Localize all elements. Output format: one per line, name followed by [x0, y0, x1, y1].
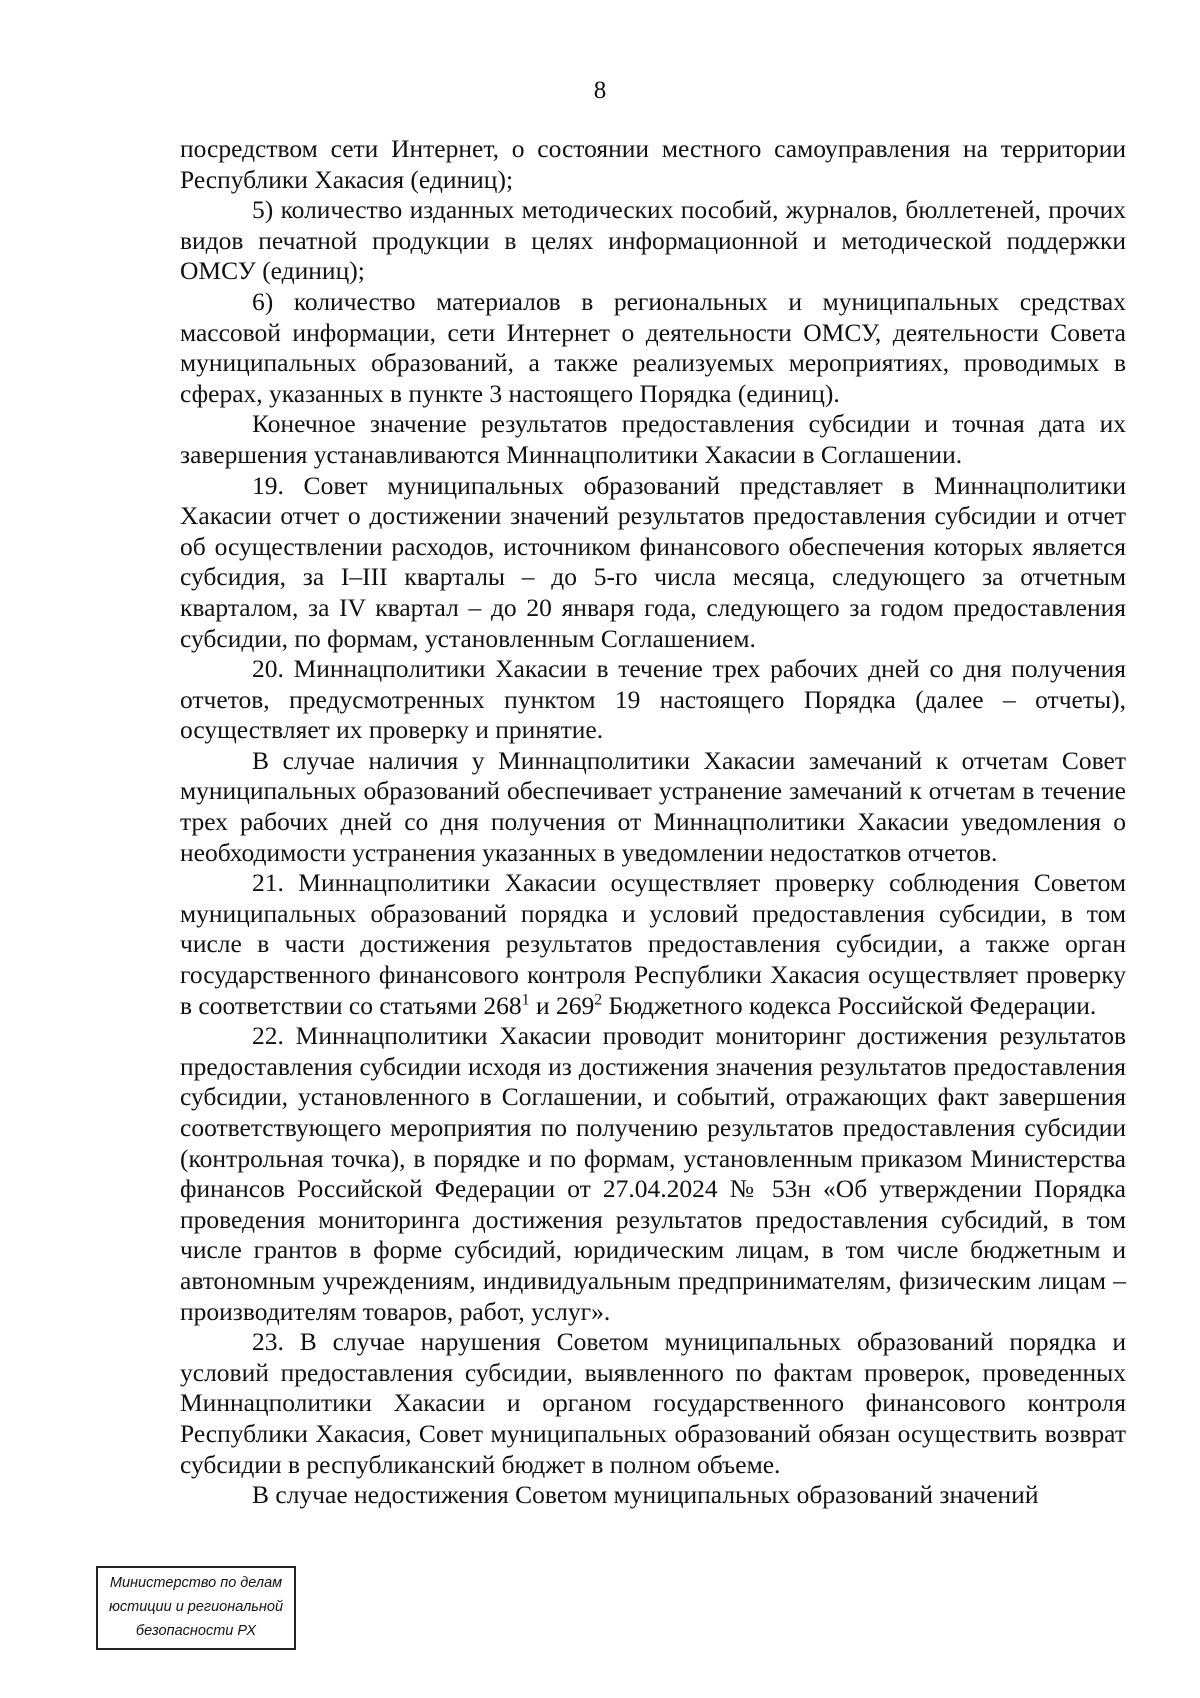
- paragraph: [180, 868, 1126, 1021]
- paragraph: 5) количество изданных методических пособий, журналов, бюллетеней, прочих видов печатной продукции в целях информационной и методической поддержки ОМСУ (единиц);: [180, 195, 1126, 286]
- text-run: Бюджетного кодекса Российской Федерации.: [602, 990, 1097, 1020]
- stamp-line: безопасности РХ: [135, 1623, 257, 1639]
- stamp-line: Министерство по делам: [109, 1575, 283, 1591]
- paragraph: 19. Совет муниципальных образований представляет в Миннацполитики Хакасии отчет о достижении значений результатов предоставления субсидии и отчет об осуществлении расходов, источником финансового обеспечения которых является субсидия, за I–III кварталы – до 5-го числа месяца, следующего за отчетным кварталом, за IV квартал – до 20 января года, следующего за годом предоставления субсидии, по формам, установленным Соглашением.: [180, 470, 1126, 653]
- paragraph: 20. Миннацполитики Хакасии в течение трех рабочих дней со дня получения отчетов, предусмотренных пунктом 19 настоящего Порядка (далее – отчеты), осуществляет их проверку и принятие.: [180, 654, 1126, 745]
- paragraph: 6) количество материалов в региональных и муниципальных средствах массовой информации, сети Интернет о деятельности ОМСУ, деятельности Совета муниципальных образований, а также реализуемых мероприятиях, проводимых в сферах, указанных в пункте 3 настоящего Порядка (единиц).: [180, 286, 1126, 408]
- text-run: и 269: [529, 990, 595, 1020]
- stamp-line: юстиции и региональной: [108, 1599, 284, 1615]
- paragraph: посредством сети Интернет, о состоянии местного самоуправления на территории Республики Хакасия (единиц);: [180, 134, 1126, 194]
- page-number: 8: [593, 77, 607, 104]
- superscript: 2: [594, 991, 603, 1009]
- ministry-stamp: [96, 1566, 296, 1650]
- superscript: 1: [521, 991, 530, 1009]
- document-body: [180, 134, 1126, 1511]
- paragraph: Конечное значение результатов предоставления субсидии и точная дата их завершения устанавливаются Миннацполитики Хакасии в Соглашении.: [180, 409, 1126, 469]
- paragraph: 23. В случае нарушения Советом муниципальных образований порядка и условий предоставления субсидии, выявленного по фактам проверок, проведенных Миннацполитики Хакасии и органом государственного финансового контроля Республики Хакасия, Совет муниципальных образований обязан осуществить возврат субсидии в республиканский бюджет в полном объеме.: [180, 1327, 1126, 1479]
- paragraph: 22. Миннацполитики Хакасии проводит мониторинг достижения результатов предоставления субсидии исходя из достижения значения результатов предоставления субсидии, установленного в Соглашении, и событий, отражающих факт завершения соответствующего мероприятия по получению результатов предоставления субсидии (контрольная точка), в порядке и по формам, установленным приказом Министерства финансов Российской Федерации от 27.04.2024 № 53н «Об утверждении Порядка проведения мониторинга достижения результатов предоставления субсидий, в том числе грантов в форме субсидий, юридическим лицам, в том числе бюджетным и автономным учреждениям, индивидуальным предпринимателям, физическим лицам – производителям товаров, работ, услуг».: [180, 1021, 1126, 1326]
- paragraph: В случае недостижения Советом муниципальных образований значений: [252, 1480, 1039, 1510]
- paragraph: В случае наличия у Миннацполитики Хакасии замечаний к отчетам Совет муниципальных образований обеспечивает устранение замечаний к отчетам в течение трех рабочих дней со дня получения от Миннацполитики Хакасии уведомления о необходимости устранения указанных в уведомлении недостатков отчетов.: [180, 745, 1126, 867]
- text-run: 21. Миннацполитики Хакасии осуществляет проверку соблюдения Советом муниципальных образований порядка и условий предоставления субсидии, в том числе в части достижения результатов предоставления субсидии, а также орган государственного финансового контроля Республики Хакасия осуществляет проверку в соответствии со статьями 268: [180, 868, 1126, 1020]
